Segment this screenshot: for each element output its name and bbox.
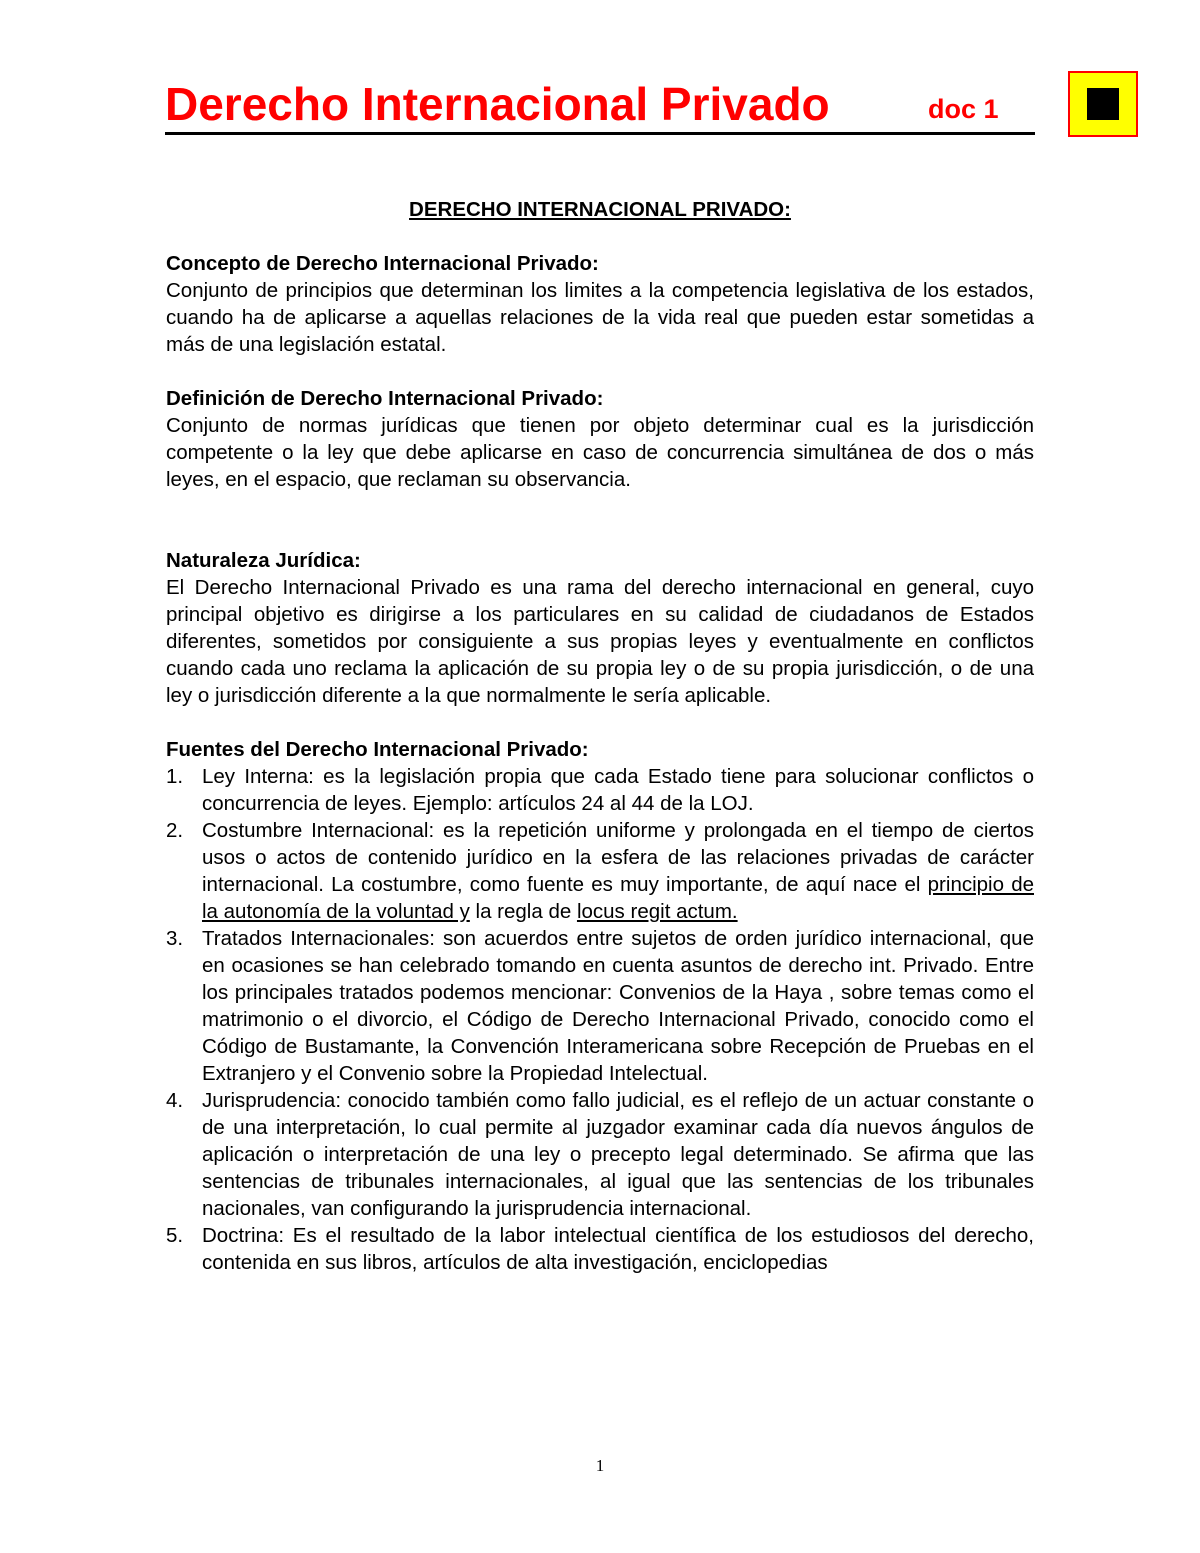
document-title: DERECHO INTERNACIONAL PRIVADO:: [409, 198, 791, 221]
list-item-text-middle: la regla de: [469, 900, 577, 923]
list-item-text: Tratados Internacionales: son acuerdos entre sujetos de orden jurídico internacional, que en ocasiones se han celebrado tomando en cuenta asuntos de derecho int. Privado. Entre los principales tratados podemos mencionar: Convenios de la Haya , sobre temas como el matrimonio o el divorcio, el Código de Derecho Internacional Privado, conocido como el Código de Bustamante, la Convención Interamericana sobre Recepción de Pruebas en el Extranjero y el Convenio sobre la Propiedad Intelectual.: [202, 927, 1034, 1085]
list-item: [166, 1087, 1034, 1222]
fuentes-list: [166, 763, 1034, 1276]
list-item-text: Doctrina: Es el resultado de la labor intelectual científica de los estudiosos del derecho, contenida en sus libros, artículos de alta investigación, enciclopedias: [202, 1224, 1034, 1274]
list-item: [166, 763, 1034, 817]
black-square-icon: [1087, 88, 1119, 120]
list-item-text: Ley Interna: es la legislación propia que cada Estado tiene para solucionar conflictos o concurrencia de leyes. Ejemplo: artículos 24 al 44 de la LOJ.: [202, 765, 1034, 815]
list-item-number: 2.: [166, 819, 184, 842]
header-title: Derecho Internacional Privado: [165, 78, 830, 130]
section-heading-naturaleza: Naturaleza Jurídica:: [166, 549, 361, 572]
header-doc-label: doc 1: [928, 94, 999, 124]
list-item-number: 3.: [166, 927, 184, 950]
section-heading-concepto: Concepto de Derecho Internacional Privado:: [166, 252, 599, 275]
list-item: [166, 1222, 1034, 1276]
list-item: [166, 817, 1034, 925]
document-body: [166, 196, 1034, 1276]
underlined-phrase-autonomia: principio de la autonomía de la voluntad y: [202, 873, 1034, 923]
section-body-concepto: Conjunto de principios que determinan los limites a la competencia legislativa de los estados, cuando ha de aplicarse a aquellas relaciones de la vida real que pueden estar sometidas a más de una legislación estatal.: [166, 279, 1034, 356]
underlined-phrase-locus: locus regit actum.: [576, 900, 738, 923]
list-item-number: 4.: [166, 1089, 184, 1112]
list-item-number: 5.: [166, 1224, 184, 1247]
section-heading-definicion: Definición de Derecho Internacional Privado:: [166, 387, 604, 410]
list-item-text: Costumbre Internacional: es la repetición uniforme y prolongada en el tiempo de ciertos usos o actos de contenido jurídico en la esfera de las relaciones privadas de carácter internacional. La costumbre, como fuente es muy importante, de aquí nace el: [202, 819, 1034, 896]
page-number: 1: [595, 1456, 605, 1475]
document-badge-icon: [1068, 71, 1138, 137]
list-item-text: Jurisprudencia: conocido también como fallo judicial, es el reflejo de un actuar constante o de una interpretación, lo cual permite al juzgador examinar cada día nuevos ángulos de aplicación o interpretación de una ley o precepto legal determinado. Se afirma que las sentencias de tribunales internacionales, al igual que las sentencias de los tribunales nacionales, van configurando la jurisprudencia internacional.: [202, 1089, 1034, 1220]
document-header: [165, 78, 1035, 135]
section-heading-fuentes: Fuentes del Derecho Internacional Privado:: [166, 738, 589, 761]
section-body-naturaleza: El Derecho Internacional Privado es una rama del derecho internacional en general, cuyo principal objetivo es dirigirse a los particulares en su calidad de ciudadanos de Estados diferentes, sometidos por consiguiente a sus propias leyes y eventualmente en conflictos cuando cada uno reclama la aplicación de su propia ley o de su propia jurisdicción, o de una ley o jurisdicción diferente a la que normalmente le sería aplicable.: [166, 576, 1034, 707]
list-item-number: 1.: [166, 765, 184, 788]
section-body-definicion: Conjunto de normas jurídicas que tienen por objeto determinar cual es la jurisdicción competente o la ley que debe aplicarse en caso de concurrencia simultánea de dos o más leyes, en el espacio, que reclaman su observancia.: [166, 414, 1034, 491]
list-item: [166, 925, 1034, 1087]
